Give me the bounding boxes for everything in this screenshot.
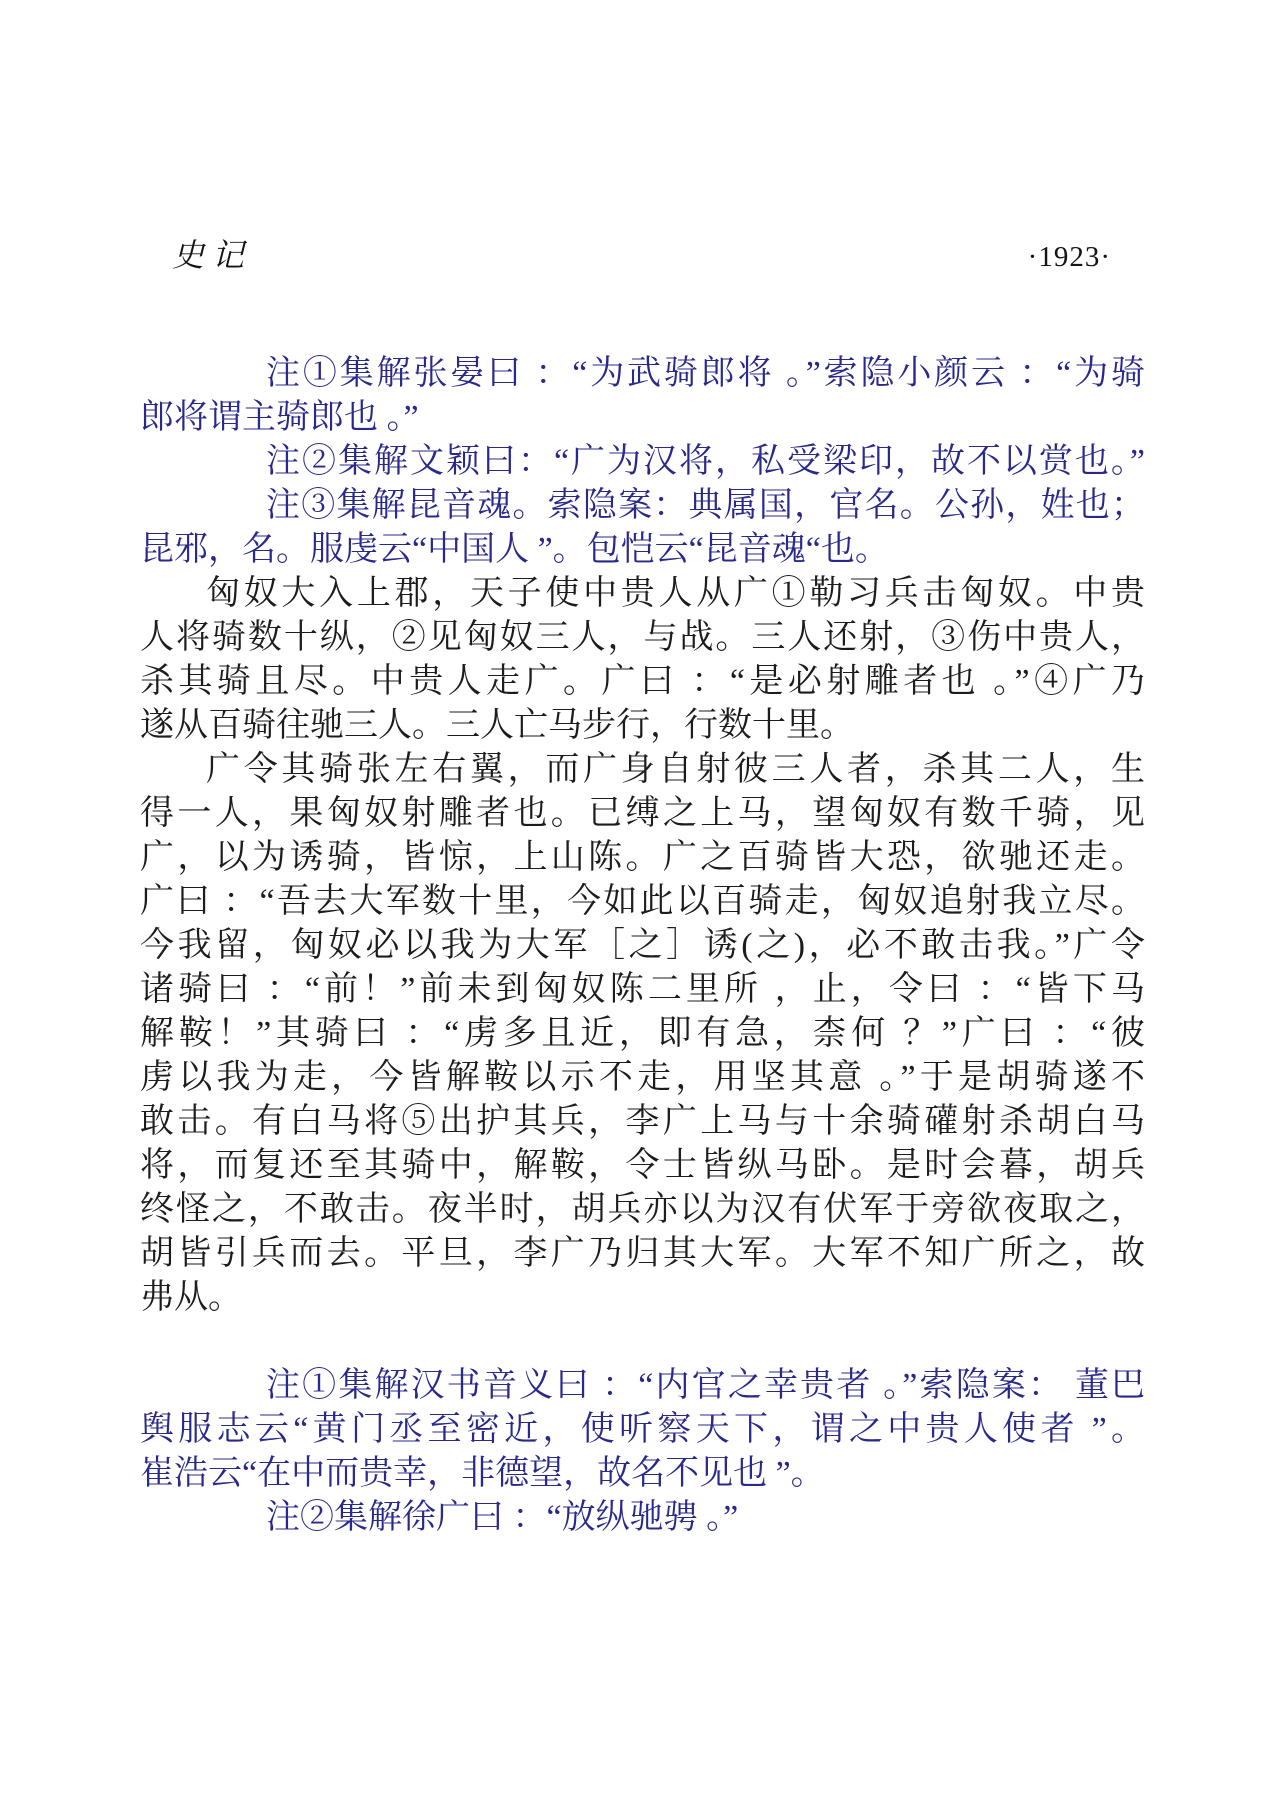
- body-text-line: 匈奴大入上郡，天子使中贵人从广①勒习兵击匈奴。中贵: [206, 575, 1145, 612]
- body-text-line: 虏以我为走，今皆解鞍以示不走，用坚其意 。”于是胡骑遂不: [140, 1059, 1145, 1096]
- body-text-line: 诸骑曰 ：“前！”前未到匈奴陈二里所 ，止，令曰 ：“皆下马: [140, 971, 1145, 1008]
- annotation-line: 注②集解徐广曰 ：“放纵驰骋 。”: [266, 1499, 739, 1536]
- annotation-line: 舆服志云“黄门丞至密近，使听察天下，谓之中贵人使者 ”。: [140, 1411, 1145, 1448]
- body-text-line: 将，而复还至其骑中，解鞍，令士皆纵马卧。是时会暮，胡兵: [140, 1147, 1145, 1184]
- annotation-line: 注①集解张晏曰 ：“为武骑郎将 。”索隐小颜云 ：“为骑: [266, 355, 1145, 392]
- body-text-line: 敢击。有白马将⑤出护其兵，李广上马与十余骑礶射杀胡白马: [140, 1103, 1145, 1140]
- body-text-line: 广，以为诱骑，皆惊，上山陈。广之百骑皆大恐，欲驰还走。: [140, 839, 1145, 876]
- body-text-line: 人将骑数十纵，②见匈奴三人，与战。三人还射，③伤中贵人，: [140, 619, 1145, 656]
- page-number: ·1923·: [1027, 241, 1111, 273]
- annotation-line: 注②集解文颖曰：“广为汉将，私受梁印，故不以赏也。”: [266, 443, 1145, 480]
- annotation-line: 昆邪，名。服虔云“中国人 ”。包恺云“昆音魂“也。: [140, 531, 889, 568]
- body-text-line: 胡皆引兵而去。平旦，李广乃归其大军。大军不知广所之，故: [140, 1235, 1145, 1272]
- body-text-line: 终怪之，不敢击。夜半时，胡兵亦以为汉有伏军于旁欲夜取之，: [140, 1191, 1145, 1228]
- body-text-line: 遂从百骑往驰三人。三人亡马步行，行数十里。: [140, 707, 854, 744]
- body-text-line: 广曰 ：“吾去大军数十里，今如此以百骑走，匈奴追射我立尽。: [140, 883, 1145, 920]
- body-text-line: 杀其骑且尽。中贵人走广。广曰 ：“是必射雕者也 。”④广乃: [140, 663, 1145, 700]
- body-text-line: 弗从。: [140, 1279, 242, 1316]
- body-text-line: 解鞍！”其骑曰 ：“虏多且近，即有急，柰何 ？”广曰 ：“彼: [140, 1015, 1145, 1052]
- page-header: [172, 230, 1111, 276]
- annotation-line: 郎将谓主骑郎也 。”: [140, 399, 419, 436]
- annotation-line: 注③集解昆音魂。索隐案：典属国，官名。公孙，姓也；: [266, 487, 1145, 524]
- body-text-line: 得一人，果匈奴射雕者也。已缚之上马，望匈奴有数千骑，见: [140, 795, 1145, 832]
- body-text-line: 广令其骑张左右翼，而广身自射彼三人者，杀其二人，生: [206, 751, 1145, 788]
- annotation-line: 注①集解汉书音义曰 ：“内官之幸贵者 。”索隐案： 董巴: [266, 1367, 1145, 1404]
- book-title: 史记: [172, 237, 253, 273]
- annotation-line: 崔浩云“在中而贵幸，非德望，故名不见也 ”。: [140, 1455, 825, 1492]
- text-body: [140, 352, 1145, 1540]
- body-text-line: 今我留，匈奴必以我为大军［之］诱(之)，必不敢击我。”广令: [140, 927, 1145, 964]
